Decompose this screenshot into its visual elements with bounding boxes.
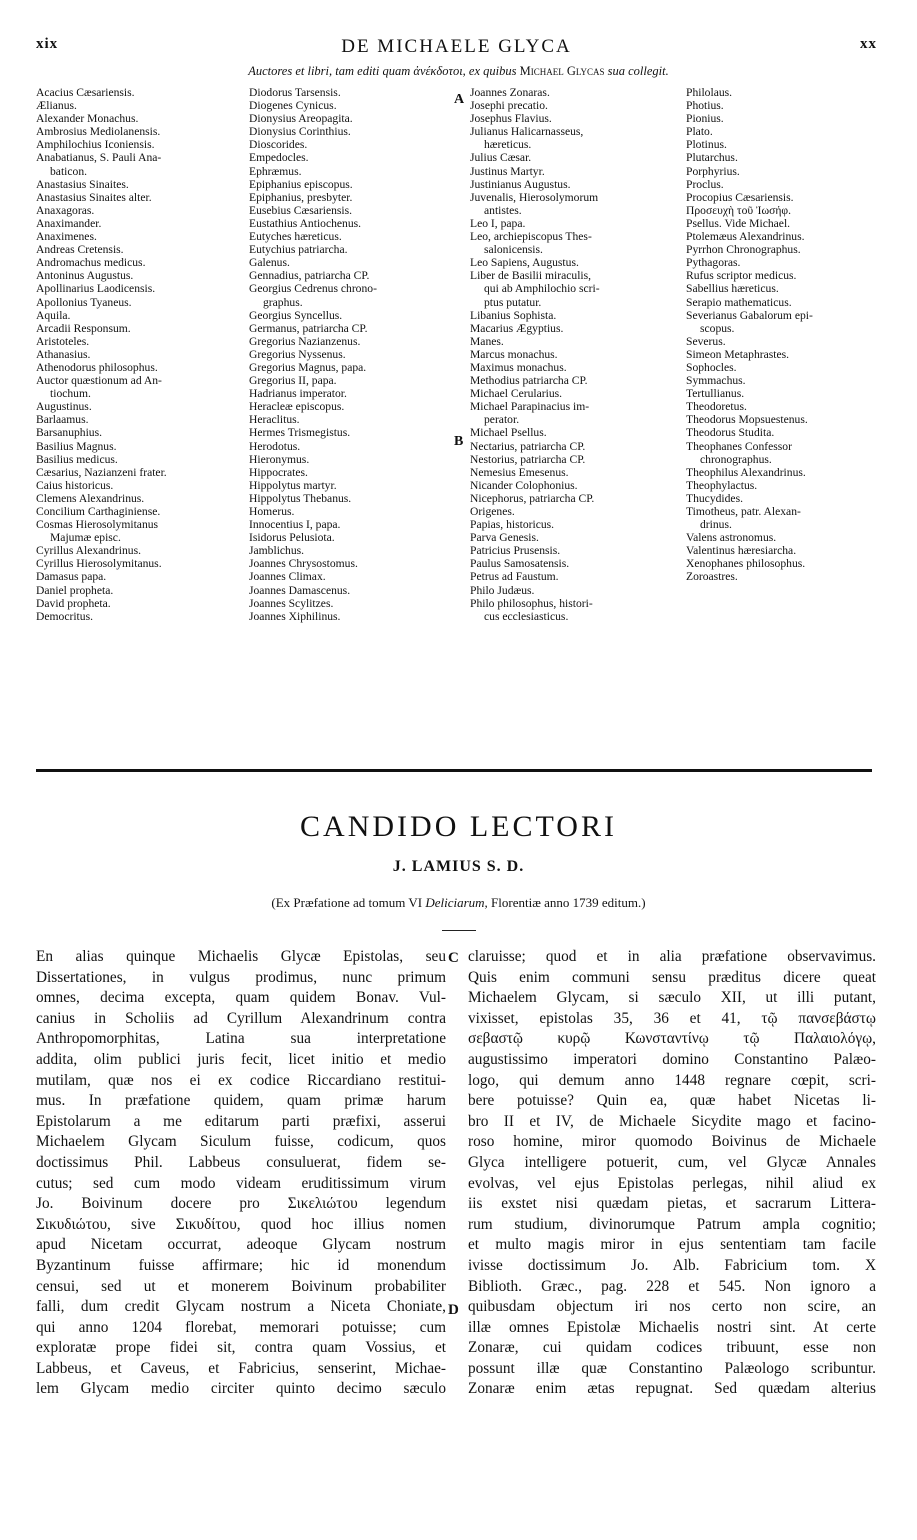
index-entry: Gregorius Magnus, papa. [249, 360, 367, 374]
index-entry: Libanius Sophista. [470, 308, 557, 322]
index-entry: Heracleæ episcopus. [249, 400, 345, 414]
index-entry: Dioscorides. [249, 138, 308, 152]
index-entry: Philo philosophus, histori- [470, 596, 593, 610]
index-entry: Anabatianus, S. Pauli Ana- [36, 151, 162, 165]
index-entry: Anaximander. [36, 216, 102, 230]
text-line: Σικυδιώτου, sive Σικυδίτου, quod hoc illius nomen [36, 1215, 446, 1233]
index-entry: Michael Psellus. [470, 426, 547, 440]
index-entry: Methodius patriarcha CP. [470, 374, 588, 388]
text-line: ivisse doctissimum Jo. Alb. Fabricium tom. X [468, 1256, 876, 1274]
index-entry: Acacius Cæsariensis. [36, 86, 135, 99]
index-entry: Joannes Xiphilinus. [249, 609, 341, 623]
index-entry: Xenophanes philosophus. [686, 557, 806, 571]
index-entry: qui ab Amphilochio scri- [484, 282, 600, 296]
index-entry: Joannes Zonaras. [470, 86, 550, 99]
index-entry: Empedocles. [249, 151, 309, 165]
index-entry: Porphyrius. [686, 164, 740, 178]
preface-pre: (Ex Præfatione ad tomum VI [271, 895, 423, 910]
index-entry: Joannes Damascenus. [249, 583, 351, 597]
index-entry: Liber de Basilii miraculis, [470, 269, 592, 283]
index-entry: Proclus. [686, 177, 724, 191]
text-line: falli, dum credit Glycam nostrum a Niceta Choniate, [36, 1298, 446, 1316]
index-entry: Galenus. [249, 256, 290, 270]
index-entry: Epiphanius, presbyter. [249, 190, 353, 204]
index-entry: Diogenes Cynicus. [249, 99, 337, 113]
index-entry: Basilius Magnus. [36, 439, 117, 453]
index-entry: Patricius Prusensis. [470, 544, 561, 558]
index-entry: Leo I, papa. [470, 216, 526, 230]
index-entry: Theodoretus. [686, 400, 747, 414]
index-entry: Innocentius I, papa. [249, 518, 341, 532]
index-entry: Plutarchus. [686, 151, 738, 165]
text-line: Zonaræ, cui quidam codices tribuunt, esse non [468, 1339, 876, 1357]
text-line: possunt illæ quæ Constantino Palæologo scribuntur. [468, 1359, 876, 1377]
text-line: mus. In præfatione quidem, quam primæ harum [36, 1092, 446, 1110]
index-entry: Gregorius II, papa. [249, 374, 337, 388]
index-entry: Severus. [686, 334, 726, 348]
subtitle-pre: Auctores et libri, tam editi quam ἀνέκδοτοι, ex quibus [248, 64, 517, 78]
index-entry: Leo Sapiens, Augustus. [470, 256, 579, 270]
index-entry: ptus putatur. [484, 295, 542, 309]
text-line: canius in Scholiis ad Cyrillum Alexandrinum contra [36, 1009, 446, 1027]
text-line: et multo magis miror in ejus sententiam tam facile [468, 1236, 876, 1254]
index-entry: Gregorius Nazianzenus. [249, 334, 361, 348]
text-line: bere potuisse? Quin ea, quæ habet Nicetas li- [468, 1092, 876, 1110]
text-line: qui anno 1204 florebat, memorari potuisse; cum [36, 1318, 446, 1336]
text-line: Jo. Boivinum docere pro Σικελιώτου legendum [36, 1195, 446, 1213]
index-entry: Nectarius, patriarcha CP. [470, 439, 586, 453]
index-entry: Justinus Martyr. [470, 164, 545, 178]
text-line: Zonaræ enim ætas repugnat. Sed quædam alterius [468, 1380, 876, 1398]
index-entry: Manes. [470, 334, 504, 348]
index-entry: Daniel propheta. [36, 583, 114, 597]
body-column-right [468, 947, 876, 1400]
index-entry: Georgius Cedrenus chrono- [249, 282, 377, 296]
index-entry: Severianus Gabalorum epi- [686, 308, 813, 322]
text-line: roso homine, miror quomodo Boivinus de Michaele [468, 1133, 876, 1151]
index-entry: Majumæ episc. [50, 531, 121, 545]
index-entry: Serapio mathematicus. [686, 295, 792, 309]
index-entry: Philolaus. [686, 86, 733, 99]
index-entry: Amphilochius Iconiensis. [36, 138, 155, 152]
index-entry: Papias, historicus. [470, 518, 555, 532]
index-entry: Anastasius Sinaites. [36, 177, 129, 191]
index-entry: Basilius medicus. [36, 452, 118, 466]
index-entry: Pythagoras. [686, 256, 741, 270]
index-entry: tiochum. [50, 387, 91, 401]
index-entry: Ambrosius Mediolanensis. [36, 125, 161, 139]
index-entry: Cyrillus Hierosolymitanus. [36, 557, 162, 571]
index-entry: Eusebius Cæsariensis. [249, 203, 353, 217]
index-entry: Dionysius Corinthius. [249, 125, 351, 139]
index-entry: Augustinus. [36, 400, 92, 414]
index-entry: Joannes Chrysostomus. [249, 557, 358, 571]
text-line: Quis enim communi sensu præditus dicere queat [468, 968, 876, 986]
index-entry: Procopius Cæsariensis. [686, 190, 794, 204]
index-entry: perator. [484, 413, 520, 427]
index-entry: drinus. [700, 518, 732, 532]
index-entry: Barsanuphius. [36, 426, 103, 440]
text-line: augustissimo imperatori domino Constantino Palæo- [468, 1050, 876, 1068]
index-entry: Andreas Cretensis. [36, 243, 124, 257]
text-line: cutus; sed cum modo videam eruditissimum virum [36, 1174, 446, 1192]
text-line: Michaelem Glycam Siculum fuisse, codicum, quos [36, 1133, 446, 1151]
text-line: apud Nicetam occurrat, adeoque Glycam nostrum [36, 1236, 446, 1254]
index-entry: David propheta. [36, 596, 111, 610]
margin-marker-c: C [448, 950, 459, 966]
index-entry: Tertullianus. [686, 387, 745, 401]
index-entry: Concilium Carthaginiense. [36, 505, 161, 518]
text-line: exploratæ prope fidei sit, contra quam Vossius, et [36, 1339, 446, 1357]
running-title: DE MICHAELE GLYCA [341, 36, 572, 57]
text-line: doctissimus Phil. Labbeus consuluerat, fidem se- [36, 1153, 446, 1171]
text-line: Michaelem Glycam, si sæculo XII, ut illi putant, [468, 989, 876, 1007]
text-line: iis exstet nisi quædam pietas, et sacrarum Littera- [468, 1195, 876, 1213]
index-entry: Aquila. [36, 308, 71, 322]
running-header [36, 36, 877, 60]
text-line: Dissertationes, in vulgus prodimus, nunc primum [36, 968, 446, 986]
index-entry: Cyrillus Alexandrinus. [36, 544, 141, 558]
short-divider [442, 930, 476, 931]
index-entry: Apollinarius Laodicensis. [36, 282, 156, 296]
index-entry: scopus. [700, 321, 735, 335]
index-entry: Athanasius. [36, 347, 91, 361]
index-entry: Nicander Colophonius. [470, 478, 578, 492]
text-line: addita, olim publici juris fecit, licet initio et medio [36, 1050, 446, 1068]
index-entry: Andromachus medicus. [36, 256, 146, 270]
index-entry: Barlaamus. [36, 413, 89, 427]
text-line: En alias quinque Michaelis Glycæ Epistolas, seu [36, 948, 446, 965]
index-entry: Dionysius Areopagita. [249, 112, 353, 126]
index-entry: Maximus monachus. [470, 360, 567, 374]
index-entry: Michael Parapinacius im- [470, 400, 590, 414]
index-entry: Gennadius, patriarcha CP. [249, 269, 370, 283]
index-entry: Thucydides. [686, 491, 743, 505]
index-entry: Valentinus hæresiarcha. [686, 544, 797, 558]
text-line: censui, sed ut et monerem Boivinum probabiliter [36, 1277, 446, 1295]
index-entry: Macarius Ægyptius. [470, 321, 564, 335]
index-entry: Gregorius Nyssenus. [249, 347, 346, 361]
index-entry: Ephræmus. [249, 164, 302, 178]
body-column-left [36, 947, 446, 1400]
text-line: σεβαστῷ κυρῷ Κωνσταντίνῳ τῷ Παλαιολόγῳ, [468, 1030, 876, 1048]
subtitle-name: Michael Glycas [519, 64, 605, 78]
index-entry: Joannes Scylitzes. [249, 596, 334, 610]
index-entry: Philo Judæus. [470, 583, 535, 597]
index-entry: Nicephorus, patriarcha CP. [470, 491, 595, 505]
index-entry: Alexander Monachus. [36, 112, 139, 126]
section-title: CANDIDO LECTORI [300, 810, 617, 843]
index-entry: Isidorus Pelusiota. [249, 531, 335, 545]
index-entry: Anastasius Sinaites alter. [36, 190, 152, 204]
index-entry: Petrus ad Faustum. [470, 570, 559, 584]
index-entry: Caius historicus. [36, 478, 114, 492]
index-entry: Parva Genesis. [470, 531, 539, 545]
index-entry: Photius. [686, 99, 724, 113]
index-entry: Juvenalis, Hierosolymorum [470, 190, 599, 204]
index-entry: Theophilus Alexandrinus. [686, 465, 806, 479]
index-entry: Michael Cerularius. [470, 387, 563, 401]
index-entry: Eutyches hæreticus. [249, 230, 342, 244]
index-entry: Leo, archiepiscopus Thes- [470, 230, 592, 244]
index-entry: Georgius Syncellus. [249, 308, 343, 322]
index-entry: Heraclitus. [249, 413, 300, 427]
text-line: lem Glycam medio circiter quinto decimo sæculo [36, 1380, 446, 1398]
index-entry: Pionius. [686, 112, 724, 126]
index-entry: Origenes. [470, 505, 515, 518]
index-entry: Josephi precatio. [470, 99, 548, 113]
index-entry: Zoroastres. [686, 570, 738, 584]
index-entry: Hadrianus imperator. [249, 387, 347, 401]
text-line: Epistolarum a me editarum parti præfixi, asserui [36, 1112, 446, 1130]
index-entry: Pyrrhon Chronographus. [686, 243, 801, 257]
preface-italic: Deliciarum, [425, 895, 488, 910]
page-number-left: xix [36, 36, 59, 52]
index-subtitle [150, 64, 767, 79]
index-entry: hæreticus. [484, 138, 532, 152]
index-entry: Josephus Flavius. [470, 112, 552, 126]
index-entry: Aristoteles. [36, 334, 90, 348]
index-entry: Clemens Alexandrinus. [36, 491, 145, 505]
index-entry: Theodorus Mopsuestenus. [686, 413, 808, 427]
margin-marker-a: A [454, 92, 465, 107]
index-entry: Herodotus. [249, 439, 301, 453]
index-entry: Cosmas Hierosolymitanus [36, 518, 159, 532]
text-line: quibusdam objectum iri nos certo non scire, an [468, 1298, 876, 1316]
index-entry: Timotheus, patr. Alexan- [686, 505, 801, 518]
subtitle-post: sua collegit. [607, 64, 669, 78]
text-line: evolvas, vel ejus Epistolas perlegas, nihil aliud ex [468, 1174, 876, 1192]
margin-marker-b: B [454, 434, 464, 449]
index-entry: Hippolytus Thebanus. [249, 491, 352, 505]
index-entry: Julianus Halicarnasseus, [470, 125, 584, 139]
index-entry: Apollonius Tyaneus. [36, 295, 132, 309]
index-entry: Anaximenes. [36, 230, 97, 244]
index-entry: Damasus papa. [36, 570, 107, 584]
index-entry: Plato. [686, 125, 713, 139]
index-entry: Psellus. Vide Michael. [686, 216, 791, 230]
index-entry: Hippocrates. [249, 465, 308, 479]
index-entry: Arcadii Responsum. [36, 321, 131, 335]
text-line: bro II et IV, de Michaele Sicydite mago et facino- [468, 1112, 876, 1130]
index-column-3 [470, 86, 675, 623]
index-entry: baticon. [50, 164, 88, 178]
index-entry: Valens astronomus. [686, 531, 777, 545]
index-entry: Sabellius hæreticus. [686, 282, 779, 296]
preface-note [0, 895, 917, 911]
index-entry: Germanus, patriarcha CP. [249, 321, 368, 335]
index-entry: Plotinus. [686, 138, 727, 152]
index-entry: antistes. [484, 203, 522, 217]
index-entry: graphus. [263, 295, 303, 309]
index-entry: Julius Cæsar. [470, 151, 532, 165]
index-entry: Ælianus. [36, 99, 77, 113]
index-entry: Simeon Metaphrastes. [686, 347, 790, 361]
preface-post: Florentiæ anno 1739 editum.) [491, 895, 646, 910]
index-entry: Hippolytus martyr. [249, 478, 337, 492]
index-entry: salonicensis. [484, 243, 543, 257]
index-entry: Eustathius Antiochenus. [249, 216, 362, 230]
text-line: Byzantinum fuisse affirmare; hic id monendum [36, 1256, 446, 1274]
index-entry: Democritus. [36, 609, 93, 623]
index-entry: Cæsarius, Nazianzeni frater. [36, 465, 167, 479]
text-line: vixisset, epistolas 35, 36 et 41, τῷ πανσεβάστῳ [468, 1009, 876, 1027]
text-line: Anthropomorphitas, Latina sua interpretatione [36, 1030, 446, 1048]
text-line: logo, qui demum anno 1448 regnare cœpit, scri- [468, 1071, 876, 1089]
index-entry: Antoninus Augustus. [36, 269, 134, 283]
text-line: Glyca intelligere potuerit, cum, vel Glycæ Annales [468, 1153, 876, 1171]
index-entry: Ptolemæus Alexandrinus. [686, 230, 805, 244]
index-entry: Theodorus Studita. [686, 426, 775, 440]
index-entry: Rufus scriptor medicus. [686, 269, 797, 283]
index-entry: Homerus. [249, 505, 295, 518]
index-column-2 [249, 86, 454, 623]
index-entry: Athenodorus philosophus. [36, 360, 158, 374]
index-entry: Theophanes Confessor [686, 439, 792, 453]
text-line: omnes, decima excepta, quam quidem Bonav. Vul- [36, 989, 446, 1007]
authors-index [36, 86, 882, 746]
text-line: claruisse; quod et in alia præfatione observavimus. [468, 948, 876, 965]
index-entry: Paulus Samosatensis. [470, 557, 570, 571]
index-entry: Justinianus Augustus. [470, 177, 571, 191]
index-entry: Eutychius patriarcha. [249, 243, 348, 257]
index-column-1 [36, 86, 241, 623]
index-entry: Προσευχὴ τοῦ Ἰωσήφ. [686, 203, 792, 217]
text-line: Labbeus, et Caveus, et Fabricius, senserint, Michae- [36, 1359, 446, 1377]
index-entry: Theophylactus. [686, 478, 758, 492]
text-line: illæ omnes Epistolæ Michaelis nostri sint. At certe [468, 1318, 876, 1336]
index-entry: Symmachus. [686, 374, 746, 388]
index-entry: Epiphanius episcopus. [249, 177, 353, 191]
index-entry: Anaxagoras. [36, 203, 95, 217]
index-entry: Auctor quæstionum ad An- [36, 374, 162, 388]
margin-marker-d: D [448, 1302, 459, 1318]
text-line: mutilam, quæ nos ei ex codice Riccardiano restitui- [36, 1071, 446, 1089]
index-column-4 [686, 86, 882, 584]
index-entry: cus ecclesiasticus. [484, 609, 569, 623]
text-line: Biblioth. Græc., pag. 228 et 545. Non ignoro a [468, 1277, 876, 1295]
index-entry: Jamblichus. [249, 544, 305, 558]
section-divider [36, 769, 872, 772]
index-entry: Hieronymus. [249, 452, 310, 466]
index-entry: chronographus. [700, 452, 772, 466]
section-author: J. LAMIUS S. D. [392, 858, 525, 875]
index-entry: Nestorius, patriarcha CP. [470, 452, 586, 466]
text-line: rum studium, divinorumque Patrum ampla cognitio; [468, 1215, 876, 1233]
index-entry: Sophocles. [686, 360, 737, 374]
page-number-right: xx [860, 36, 877, 52]
index-entry: Marcus monachus. [470, 347, 558, 361]
index-entry: Diodorus Tarsensis. [249, 86, 341, 99]
index-entry: Nemesius Emesenus. [470, 465, 569, 479]
index-entry: Joannes Climax. [249, 570, 326, 584]
index-entry: Hermes Trismegistus. [249, 426, 351, 440]
